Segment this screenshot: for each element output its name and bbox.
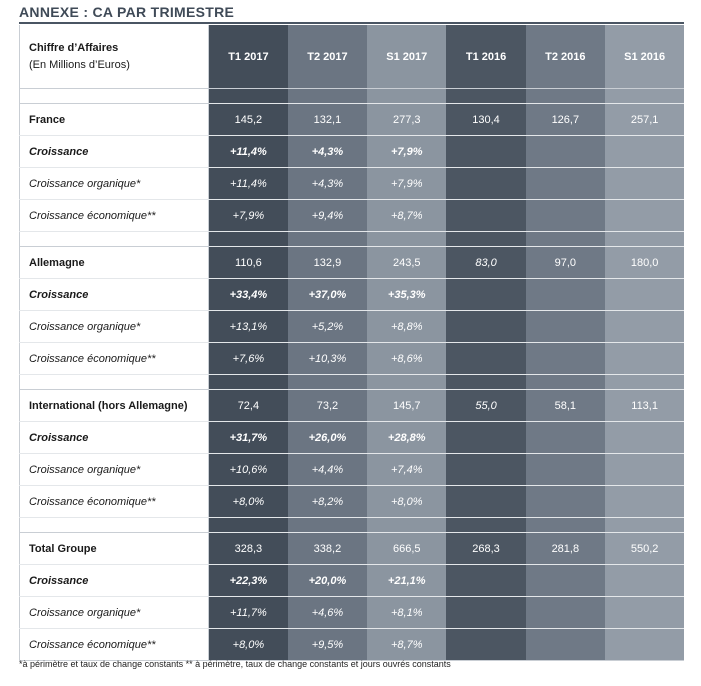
value-cell: 277,3 [367, 104, 446, 136]
empty-cell [605, 629, 684, 661]
growth-value-cell: +13,1% [209, 311, 288, 343]
growth-row [20, 311, 685, 343]
empty-cell [446, 454, 525, 486]
empty-cell [526, 597, 605, 629]
value-cell: 83,0 [446, 247, 525, 279]
spacer-cell [209, 375, 288, 390]
spacer-cell [209, 232, 288, 247]
value-cell: 180,0 [605, 247, 684, 279]
value-cell: 145,7 [367, 390, 446, 422]
growth-value-cell: +7,4% [367, 454, 446, 486]
spacer-cell [605, 232, 684, 247]
spacer-cell [526, 232, 605, 247]
growth-label: Croissance organique* [20, 454, 209, 486]
value-cell: 338,2 [288, 533, 367, 565]
header-label-title: Chiffre d’Affaires [29, 41, 119, 54]
page-title: ANNEXE : CA PAR TRIMESTRE [19, 4, 235, 20]
growth-value-cell: +8,6% [367, 343, 446, 375]
column-header: S1 2017 [367, 25, 446, 89]
spacer-row [20, 375, 685, 390]
empty-cell [446, 168, 525, 200]
spacer-cell [288, 375, 367, 390]
empty-cell [446, 136, 525, 168]
growth-label: Croissance économique** [20, 486, 209, 518]
growth-label: Croissance [20, 279, 209, 311]
growth-value-cell: +10,6% [209, 454, 288, 486]
section-label: Allemagne [20, 247, 209, 279]
empty-cell [526, 486, 605, 518]
spacer-row [20, 518, 685, 533]
spacer-cell [367, 89, 446, 104]
growth-value-cell: +7,6% [209, 343, 288, 375]
spacer-cell [605, 518, 684, 533]
spacer-cell [367, 518, 446, 533]
value-cell: 145,2 [209, 104, 288, 136]
value-cell: 73,2 [288, 390, 367, 422]
spacer-cell [288, 232, 367, 247]
growth-value-cell: +11,4% [209, 136, 288, 168]
header-row [20, 25, 685, 89]
spacer-cell [446, 89, 525, 104]
empty-cell [526, 422, 605, 454]
spacer-cell [526, 89, 605, 104]
growth-value-cell: +7,9% [209, 200, 288, 232]
growth-value-cell: +31,7% [209, 422, 288, 454]
value-cell: 132,1 [288, 104, 367, 136]
empty-cell [446, 486, 525, 518]
empty-cell [605, 486, 684, 518]
value-cell: 130,4 [446, 104, 525, 136]
value-cell: 58,1 [526, 390, 605, 422]
empty-cell [526, 454, 605, 486]
empty-cell [605, 136, 684, 168]
empty-cell [526, 311, 605, 343]
empty-cell [446, 422, 525, 454]
growth-label: Croissance [20, 422, 209, 454]
growth-value-cell: +20,0% [288, 565, 367, 597]
section-label: International (hors Allemagne) [20, 390, 209, 422]
column-header: T2 2016 [526, 25, 605, 89]
growth-label: Croissance économique** [20, 343, 209, 375]
header-label-cell [20, 25, 209, 89]
growth-value-cell: +8,1% [367, 597, 446, 629]
growth-row [20, 422, 685, 454]
empty-cell [526, 565, 605, 597]
growth-value-cell: +22,3% [209, 565, 288, 597]
growth-row [20, 597, 685, 629]
empty-cell [526, 629, 605, 661]
growth-value-cell: +8,0% [209, 486, 288, 518]
growth-value-cell: +4,3% [288, 168, 367, 200]
empty-cell [526, 168, 605, 200]
value-cell: 132,9 [288, 247, 367, 279]
section-label: France [20, 104, 209, 136]
growth-row [20, 486, 685, 518]
growth-value-cell: +11,7% [209, 597, 288, 629]
table-body [20, 25, 685, 661]
growth-value-cell: +8,8% [367, 311, 446, 343]
growth-row [20, 279, 685, 311]
empty-cell [526, 200, 605, 232]
empty-cell [446, 597, 525, 629]
growth-value-cell: +8,0% [209, 629, 288, 661]
spacer-cell [209, 89, 288, 104]
empty-cell [446, 629, 525, 661]
column-header: T2 2017 [288, 25, 367, 89]
growth-label: Croissance économique** [20, 629, 209, 661]
empty-cell [605, 422, 684, 454]
growth-value-cell: +35,3% [367, 279, 446, 311]
growth-row [20, 343, 685, 375]
growth-value-cell: +5,2% [288, 311, 367, 343]
empty-cell [446, 311, 525, 343]
growth-value-cell: +8,0% [367, 486, 446, 518]
empty-cell [605, 311, 684, 343]
value-cell: 666,5 [367, 533, 446, 565]
spacer-cell [288, 89, 367, 104]
empty-cell [526, 343, 605, 375]
value-cell: 113,1 [605, 390, 684, 422]
growth-value-cell: +11,4% [209, 168, 288, 200]
footnote: *à périmètre et taux de change constants ** à périmètre, taux de change constants et jours ouvrés constants [19, 659, 451, 669]
growth-value-cell: +9,4% [288, 200, 367, 232]
spacer-cell [605, 375, 684, 390]
growth-value-cell: +8,7% [367, 200, 446, 232]
empty-cell [605, 597, 684, 629]
growth-row [20, 629, 685, 661]
spacer-row [20, 232, 685, 247]
value-cell: 243,5 [367, 247, 446, 279]
value-cell: 268,3 [446, 533, 525, 565]
growth-value-cell: +8,2% [288, 486, 367, 518]
section-row [20, 247, 685, 279]
growth-row [20, 565, 685, 597]
column-header: T1 2016 [446, 25, 525, 89]
growth-row [20, 136, 685, 168]
section-row [20, 533, 685, 565]
value-cell: 257,1 [605, 104, 684, 136]
section-label: Total Groupe [20, 533, 209, 565]
growth-row [20, 454, 685, 486]
empty-cell [605, 168, 684, 200]
growth-value-cell: +33,4% [209, 279, 288, 311]
growth-value-cell: +10,3% [288, 343, 367, 375]
spacer-cell [288, 518, 367, 533]
growth-label: Croissance organique* [20, 597, 209, 629]
value-cell: 110,6 [209, 247, 288, 279]
growth-value-cell: +21,1% [367, 565, 446, 597]
value-cell: 97,0 [526, 247, 605, 279]
growth-value-cell: +28,8% [367, 422, 446, 454]
spacer-cell [526, 518, 605, 533]
empty-cell [446, 279, 525, 311]
spacer-label-cell [20, 375, 209, 390]
empty-cell [526, 136, 605, 168]
growth-label: Croissance organique* [20, 168, 209, 200]
growth-label: Croissance [20, 565, 209, 597]
value-cell: 328,3 [209, 533, 288, 565]
growth-label: Croissance organique* [20, 311, 209, 343]
empty-cell [605, 454, 684, 486]
spacer-cell [446, 375, 525, 390]
growth-row [20, 200, 685, 232]
empty-cell [446, 200, 525, 232]
column-header: T1 2017 [209, 25, 288, 89]
growth-value-cell: +4,6% [288, 597, 367, 629]
growth-value-cell: +7,9% [367, 168, 446, 200]
value-cell: 550,2 [605, 533, 684, 565]
growth-label: Croissance [20, 136, 209, 168]
empty-cell [605, 565, 684, 597]
column-header: S1 2016 [605, 25, 684, 89]
empty-cell [605, 343, 684, 375]
spacer-cell [605, 89, 684, 104]
spacer-cell [446, 518, 525, 533]
empty-cell [446, 565, 525, 597]
section-row [20, 104, 685, 136]
empty-cell [605, 200, 684, 232]
spacer-cell [367, 232, 446, 247]
empty-cell [605, 279, 684, 311]
spacer-cell [446, 232, 525, 247]
value-cell: 126,7 [526, 104, 605, 136]
growth-label: Croissance économique** [20, 200, 209, 232]
spacer-cell [526, 375, 605, 390]
empty-cell [526, 279, 605, 311]
spacer-label-cell [20, 89, 209, 104]
header-label-unit: (En Millions d’Euros) [29, 58, 130, 71]
spacer-label-cell [20, 518, 209, 533]
growth-value-cell: +4,4% [288, 454, 367, 486]
growth-value-cell: +37,0% [288, 279, 367, 311]
value-cell: 281,8 [526, 533, 605, 565]
spacer-cell [367, 375, 446, 390]
spacer-cell [209, 518, 288, 533]
growth-value-cell: +4,3% [288, 136, 367, 168]
spacer-row [20, 89, 685, 104]
growth-row [20, 168, 685, 200]
growth-value-cell: +8,7% [367, 629, 446, 661]
revenue-table [19, 25, 684, 661]
growth-value-cell: +7,9% [367, 136, 446, 168]
section-row [20, 390, 685, 422]
growth-value-cell: +9,5% [288, 629, 367, 661]
title-divider [19, 22, 684, 24]
growth-value-cell: +26,0% [288, 422, 367, 454]
empty-cell [446, 343, 525, 375]
value-cell: 72,4 [209, 390, 288, 422]
spacer-label-cell [20, 232, 209, 247]
value-cell: 55,0 [446, 390, 525, 422]
